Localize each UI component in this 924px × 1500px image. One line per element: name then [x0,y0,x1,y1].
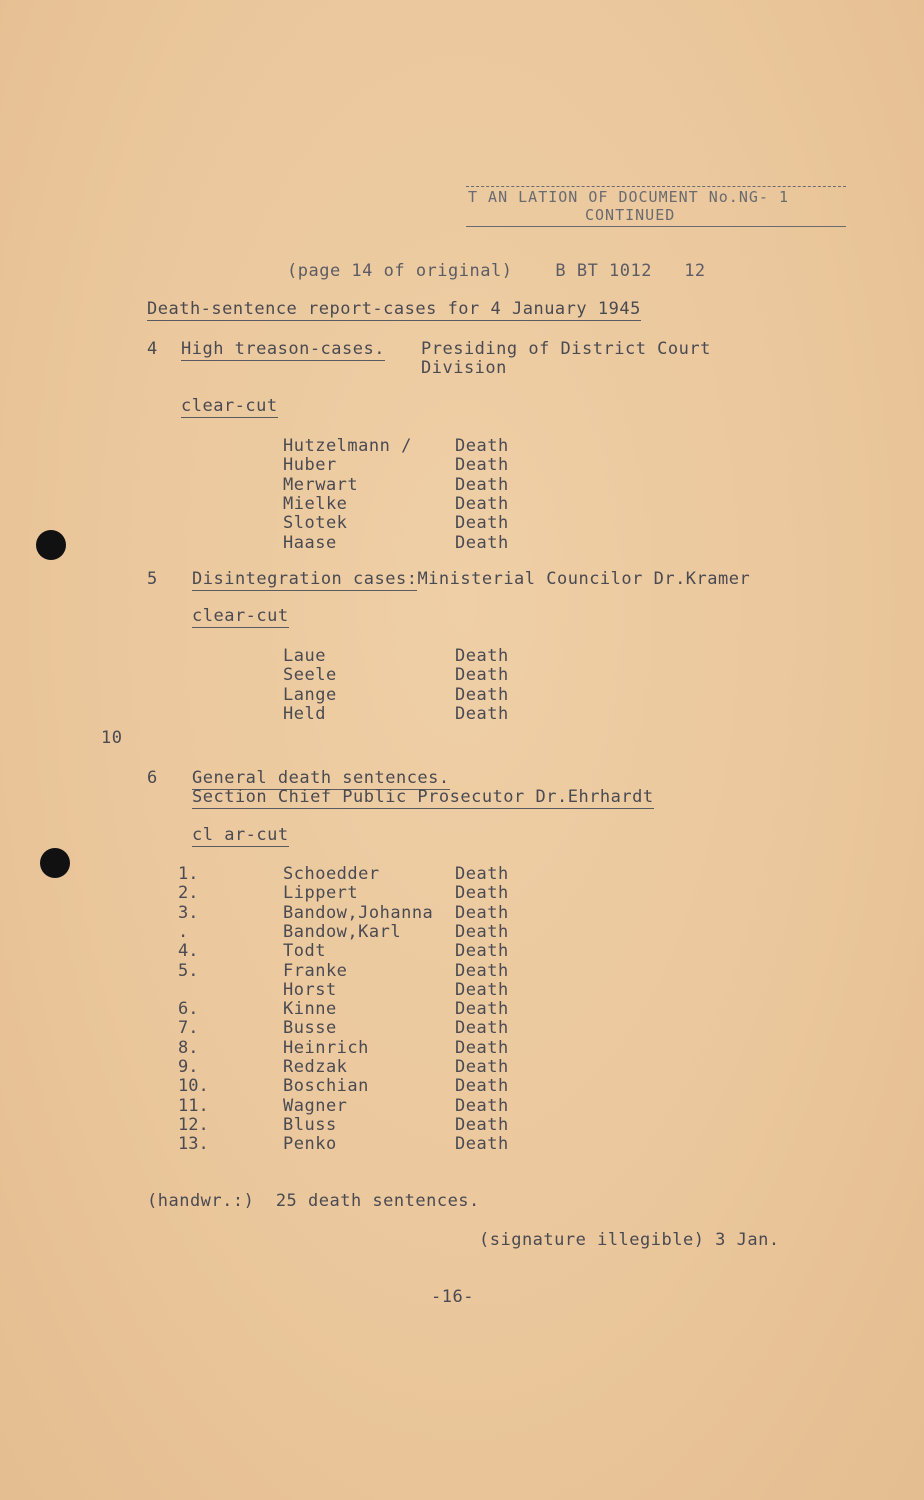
list-item [0,704,924,723]
verdict: Death [455,1057,509,1077]
list-item [0,1057,924,1076]
item-number: 6. [178,999,199,1020]
signature-line: (signature illegible) 3 Jan. [479,1230,780,1250]
defendant-name: Hutzelmann / [283,436,412,456]
item-number: 9. [178,1057,199,1077]
list-item [0,903,924,922]
item-number: . [178,921,189,942]
item-number: 5. [178,960,199,981]
verdict: Death [455,883,509,904]
defendant-name: Todt [283,941,326,962]
defendant-name: Bluss [283,1114,337,1135]
list-item [0,513,924,532]
defendant-name: Redzak [283,1057,348,1077]
defendant-name: Wagner [283,1095,348,1116]
section3-presiding-text: Section Chief Public Prosecutor Dr.Ehrhardt [192,787,654,807]
verdict: Death [455,1134,509,1155]
item-number: 1. [178,864,199,884]
section1-presiding: Presiding of District Court [421,339,711,359]
list-item [0,1096,924,1115]
item-number: 4. [178,941,199,962]
defendant-name: Held [283,703,326,724]
translation-header: T AN LATION OF DOCUMENT No.NG- 1 [468,188,789,206]
defendant-name: Busse [283,1018,337,1039]
defendant-name: Boschian [283,1076,369,1097]
list-item [0,436,924,455]
defendant-name: Slotek [283,513,348,534]
verdict: Death [455,960,509,981]
list-item [0,475,924,494]
defendant-name: Bandow,Johanna [283,902,434,923]
list-item [0,922,924,941]
list-item [0,864,924,883]
defendant-name: Lippert [283,883,359,904]
continued-label: CONTINUED [585,206,676,224]
list-item [0,455,924,474]
item-number: 7. [178,1018,199,1039]
defendant-name: Haase [283,532,337,553]
defendant-name: Mielke [283,493,348,514]
verdict: Death [455,436,509,456]
section3-clear-label [192,826,289,845]
section3-presiding [192,788,654,807]
defendant-name: Merwart [283,474,359,495]
section1-clear-label-text: clear-cut [181,396,278,416]
document-title-text: Death-sentence report-cases for 4 January 1945 [147,299,641,319]
verdict: Death [455,513,509,534]
handwritten-total: (handwr.:) 25 death sentences. [147,1191,480,1211]
section2-heading-text: Disintegration cases: [192,569,418,589]
list-item [0,1115,924,1134]
verdict: Death [455,532,509,553]
page-number: -16- [431,1287,474,1307]
verdict: Death [455,474,509,495]
defendant-name: Schoedder [283,864,380,884]
document-title [147,300,641,319]
list-item [0,980,924,999]
item-number: 11. [178,1095,209,1116]
defendant-name: Penko [283,1134,337,1155]
section2-clear-label-text: clear-cut [192,606,289,626]
defendant-name: Laue [283,646,326,666]
list-item [0,665,924,684]
verdict: Death [455,665,509,686]
verdict: Death [455,1018,509,1039]
section2-clear-label [192,607,289,626]
section2-heading [192,570,750,589]
verdict: Death [455,684,509,705]
section3-marker: 6 [147,768,158,788]
item-number: 8. [178,1037,199,1058]
margin-number: 10 [101,728,123,748]
list-item [0,1018,924,1037]
verdict: Death [455,703,509,724]
verdict: Death [455,493,509,514]
verdict: Death [455,921,509,942]
header-rule-bottom [466,226,846,227]
item-number: 13. [178,1134,209,1155]
verdict: Death [455,1114,509,1135]
section1-presiding-division: Division [421,358,507,378]
defendant-name: Heinrich [283,1037,369,1058]
header-rule-top [466,186,846,187]
section1-marker: 4 [147,339,158,359]
verdict: Death [455,1037,509,1058]
section3-heading-text: General death sentences. [192,768,450,788]
section3-clear-label-text: cl ar-cut [192,825,289,845]
defendant-name: Lange [283,684,337,705]
item-number: 3. [178,902,199,923]
verdict: Death [455,1076,509,1097]
list-item [0,685,924,704]
item-number: 10. [178,1076,209,1097]
list-item [0,883,924,902]
defendant-name: Bandow,Karl [283,921,402,942]
verdict: Death [455,646,509,666]
verdict: Death [455,1095,509,1116]
section1-heading-text: High treason-cases. [181,339,385,359]
item-number: 2. [178,883,199,904]
section3-heading [192,769,450,788]
verdict: Death [455,941,509,962]
section2-marker: 5 [147,569,158,589]
verdict: Death [455,979,509,1000]
list-item [0,1134,924,1153]
verdict: Death [455,864,509,884]
defendant-name: Huber [283,455,337,476]
page-reference: (page 14 of original) B BT 1012 12 [287,261,706,281]
list-item [0,961,924,980]
verdict: Death [455,455,509,476]
defendant-name: Seele [283,665,337,686]
section1-clear-label [181,397,278,416]
section2-presiding: Ministerial Councilor Dr.Kramer [417,569,751,589]
list-item [0,533,924,552]
list-item [0,646,924,665]
defendant-name: Franke [283,960,348,981]
defendant-name: Horst [283,979,337,1000]
list-item [0,1038,924,1057]
list-item [0,999,924,1018]
list-item [0,941,924,960]
list-item [0,494,924,513]
section1-heading [181,340,385,359]
verdict: Death [455,999,509,1020]
punch-hole-top [36,530,66,560]
verdict: Death [455,902,509,923]
defendant-name: Kinne [283,999,337,1020]
item-number: 12. [178,1114,209,1135]
list-item [0,1076,924,1095]
